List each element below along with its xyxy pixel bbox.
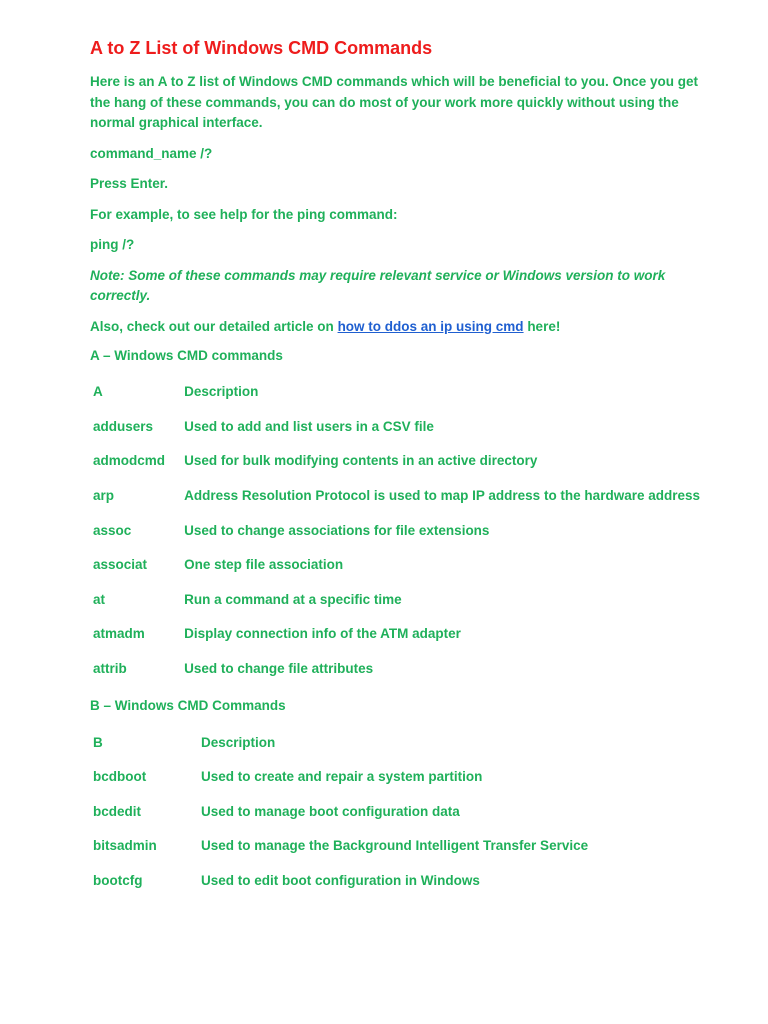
command-description-cell: Used to edit boot configuration in Windows xyxy=(201,873,480,889)
press-enter-line: Press Enter. xyxy=(90,176,169,191)
command-description-cell: Used to change associations for file extensions xyxy=(184,522,490,538)
command-description-cell: Run a command at a specific time xyxy=(184,591,402,607)
command-description-cell: Address Resolution Protocol is used to map IP address to the hardware address xyxy=(184,488,700,504)
command-description-cell: One step file association xyxy=(184,557,344,573)
table-row xyxy=(90,583,700,618)
table-header-description: Description xyxy=(184,384,259,400)
table-row xyxy=(90,829,588,864)
command-description-cell: Used to manage the Background Intelligent Transfer Service xyxy=(201,838,589,854)
command-name-cell: bitsadmin xyxy=(93,838,157,854)
command-name-cell: admodcmd xyxy=(93,453,166,469)
table-header-row xyxy=(90,375,700,410)
example-line: For example, to see help for the ping command: xyxy=(90,206,398,222)
section-b-heading: B – Windows CMD Commands xyxy=(90,698,286,714)
section-b-table xyxy=(90,725,588,898)
command-description-cell: Display connection info of the ATM adapter xyxy=(184,626,461,642)
table-header-command: B xyxy=(93,734,103,750)
command-name-cell: attrib xyxy=(93,661,127,677)
table-row xyxy=(90,617,700,652)
table-header-command: A xyxy=(93,384,103,400)
command-description-cell: Used to add and list users in a CSV file xyxy=(184,418,434,434)
ddos-article-link[interactable]: how to ddos an ip using cmd xyxy=(337,318,524,334)
intro-paragraph: Here is an A to Z list of Windows CMD commands which will be beneficial to you. Once you get the hang of these commands, you can do most of your work more quickly without using the normal graphical interface. xyxy=(90,74,698,130)
table-row xyxy=(90,760,588,795)
also-line xyxy=(90,317,700,338)
command-name-cell: associat xyxy=(93,557,148,573)
table-header-description: Description xyxy=(201,734,276,750)
table-row xyxy=(90,652,700,687)
table-row xyxy=(90,444,700,479)
syntax-line: command_name /? xyxy=(90,145,213,161)
note-paragraph: Note: Some of these commands may require relevant service or Windows version to work correctly. xyxy=(90,267,666,303)
command-description-cell: Used to create and repair a system partition xyxy=(201,769,483,785)
command-name-cell: bcdboot xyxy=(93,769,147,785)
table-row xyxy=(90,864,588,899)
command-name-cell: addusers xyxy=(93,418,154,434)
table-header-row xyxy=(90,725,588,760)
table-row xyxy=(90,513,700,548)
command-description-cell: Used for bulk modifying contents in an active directory xyxy=(184,453,538,469)
command-name-cell: arp xyxy=(93,488,115,504)
page-title: A to Z List of Windows CMD Commands xyxy=(90,38,433,58)
table-row xyxy=(90,548,700,583)
table-row xyxy=(90,795,588,830)
section-a-table xyxy=(90,375,700,686)
also-suffix: here! xyxy=(523,318,561,334)
section-a-heading: A – Windows CMD commands xyxy=(90,348,283,363)
command-name-cell: assoc xyxy=(93,522,132,538)
command-description-cell: Used to manage boot configuration data xyxy=(201,803,460,819)
command-name-cell: at xyxy=(93,591,106,607)
command-description-cell: Used to change file attributes xyxy=(184,661,374,677)
command-name-cell: bootcfg xyxy=(93,873,143,889)
ping-example-line: ping /? xyxy=(90,237,135,252)
table-row xyxy=(90,479,700,514)
command-name-cell: atmadm xyxy=(93,626,145,642)
command-name-cell: bcdedit xyxy=(93,803,142,819)
table-row xyxy=(90,410,700,445)
also-prefix: Also, check out our detailed article on xyxy=(90,318,338,334)
document-body xyxy=(90,38,700,909)
